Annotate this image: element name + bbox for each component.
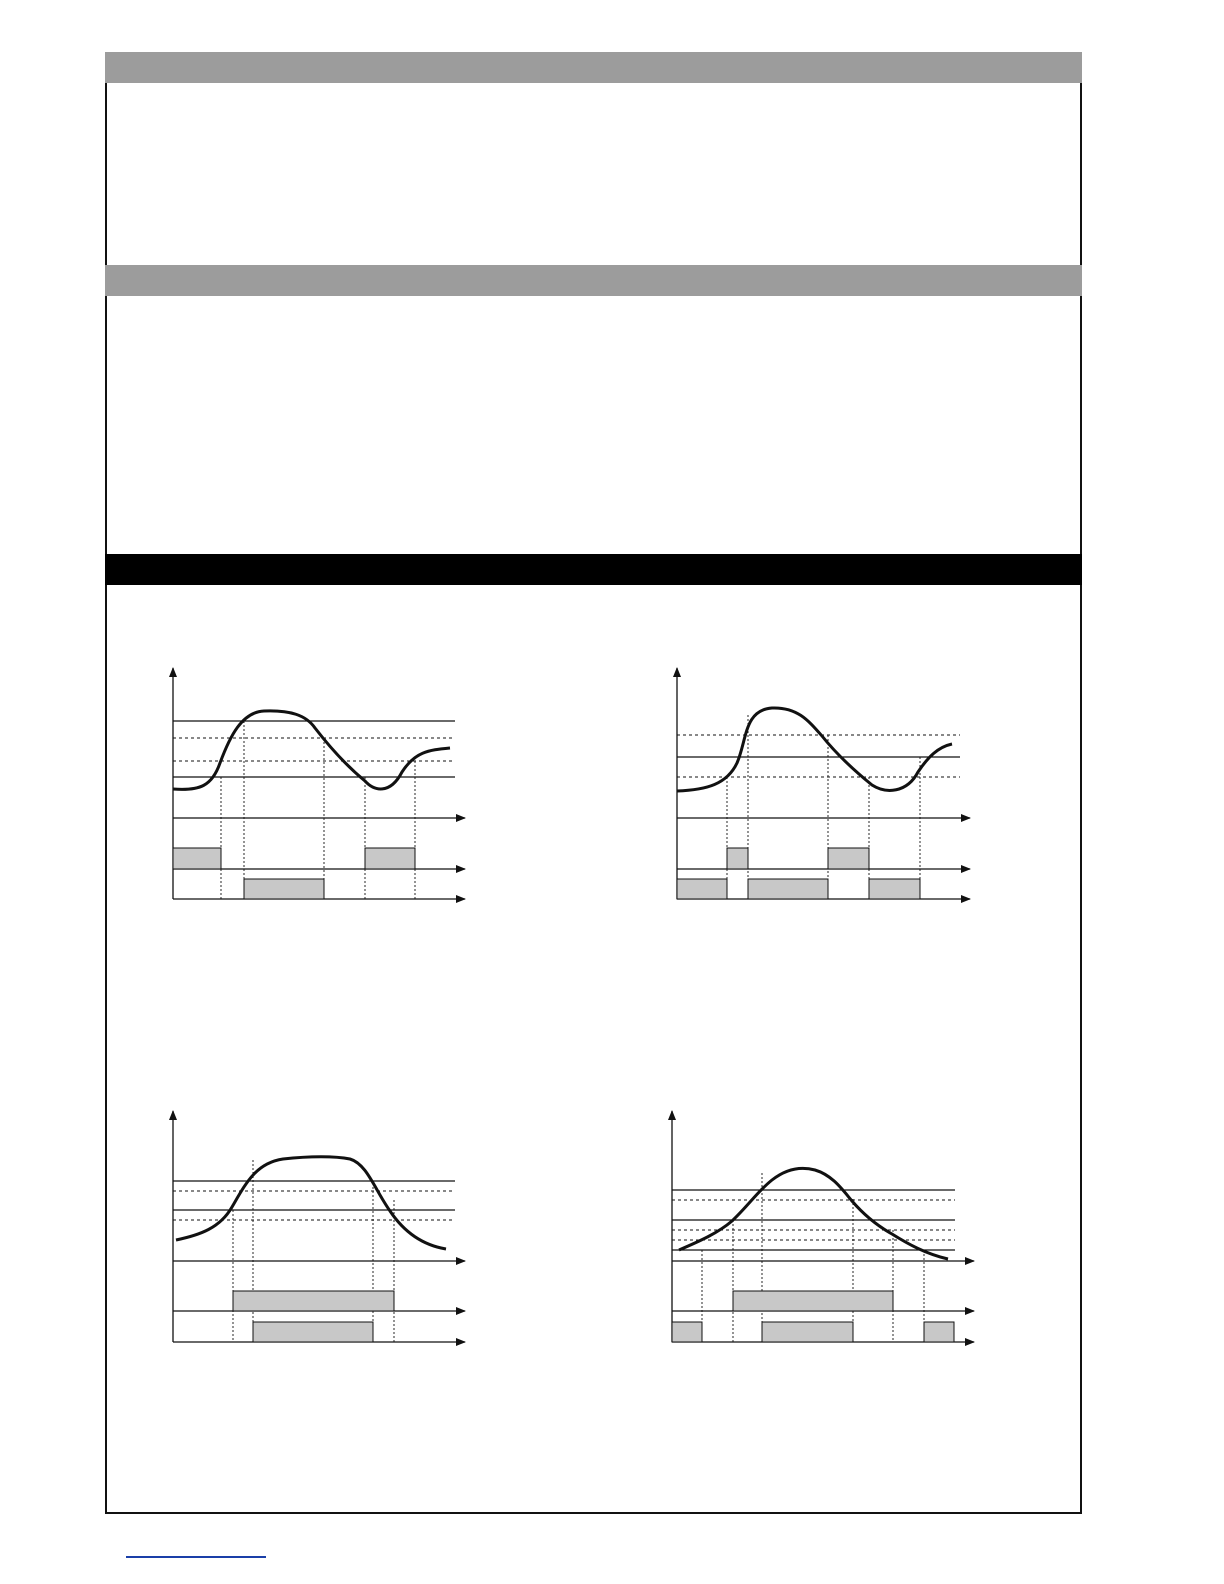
relay-on-block: [762, 1322, 853, 1342]
timing-diagram-bottom-left: [160, 1103, 480, 1353]
relay-on-block: [869, 879, 920, 899]
signal-curve: [677, 708, 952, 791]
section-header-band-2: [105, 265, 1082, 296]
relay-on-block: [233, 1291, 394, 1311]
relay-on-block: [924, 1322, 954, 1342]
signal-curve: [176, 1157, 446, 1249]
section-header-band-1: [105, 52, 1082, 83]
timing-diagram-top-left: [160, 660, 480, 910]
timing-diagram-bottom-right: [660, 1103, 982, 1353]
relay-on-block: [727, 848, 748, 869]
relay-on-block: [677, 879, 727, 899]
section-header-band-3: [105, 554, 1082, 585]
relay-on-block: [253, 1322, 373, 1342]
relay-on-block: [173, 848, 221, 869]
footer-link-underline[interactable]: [126, 1556, 266, 1558]
signal-curve: [679, 1168, 948, 1259]
relay-on-block: [733, 1291, 893, 1311]
relay-on-block: [244, 879, 324, 899]
timing-diagram-top-right: [662, 660, 982, 910]
relay-on-block: [365, 848, 415, 869]
relay-on-block: [672, 1322, 702, 1342]
relay-on-block: [828, 848, 869, 869]
relay-on-block: [748, 879, 828, 899]
